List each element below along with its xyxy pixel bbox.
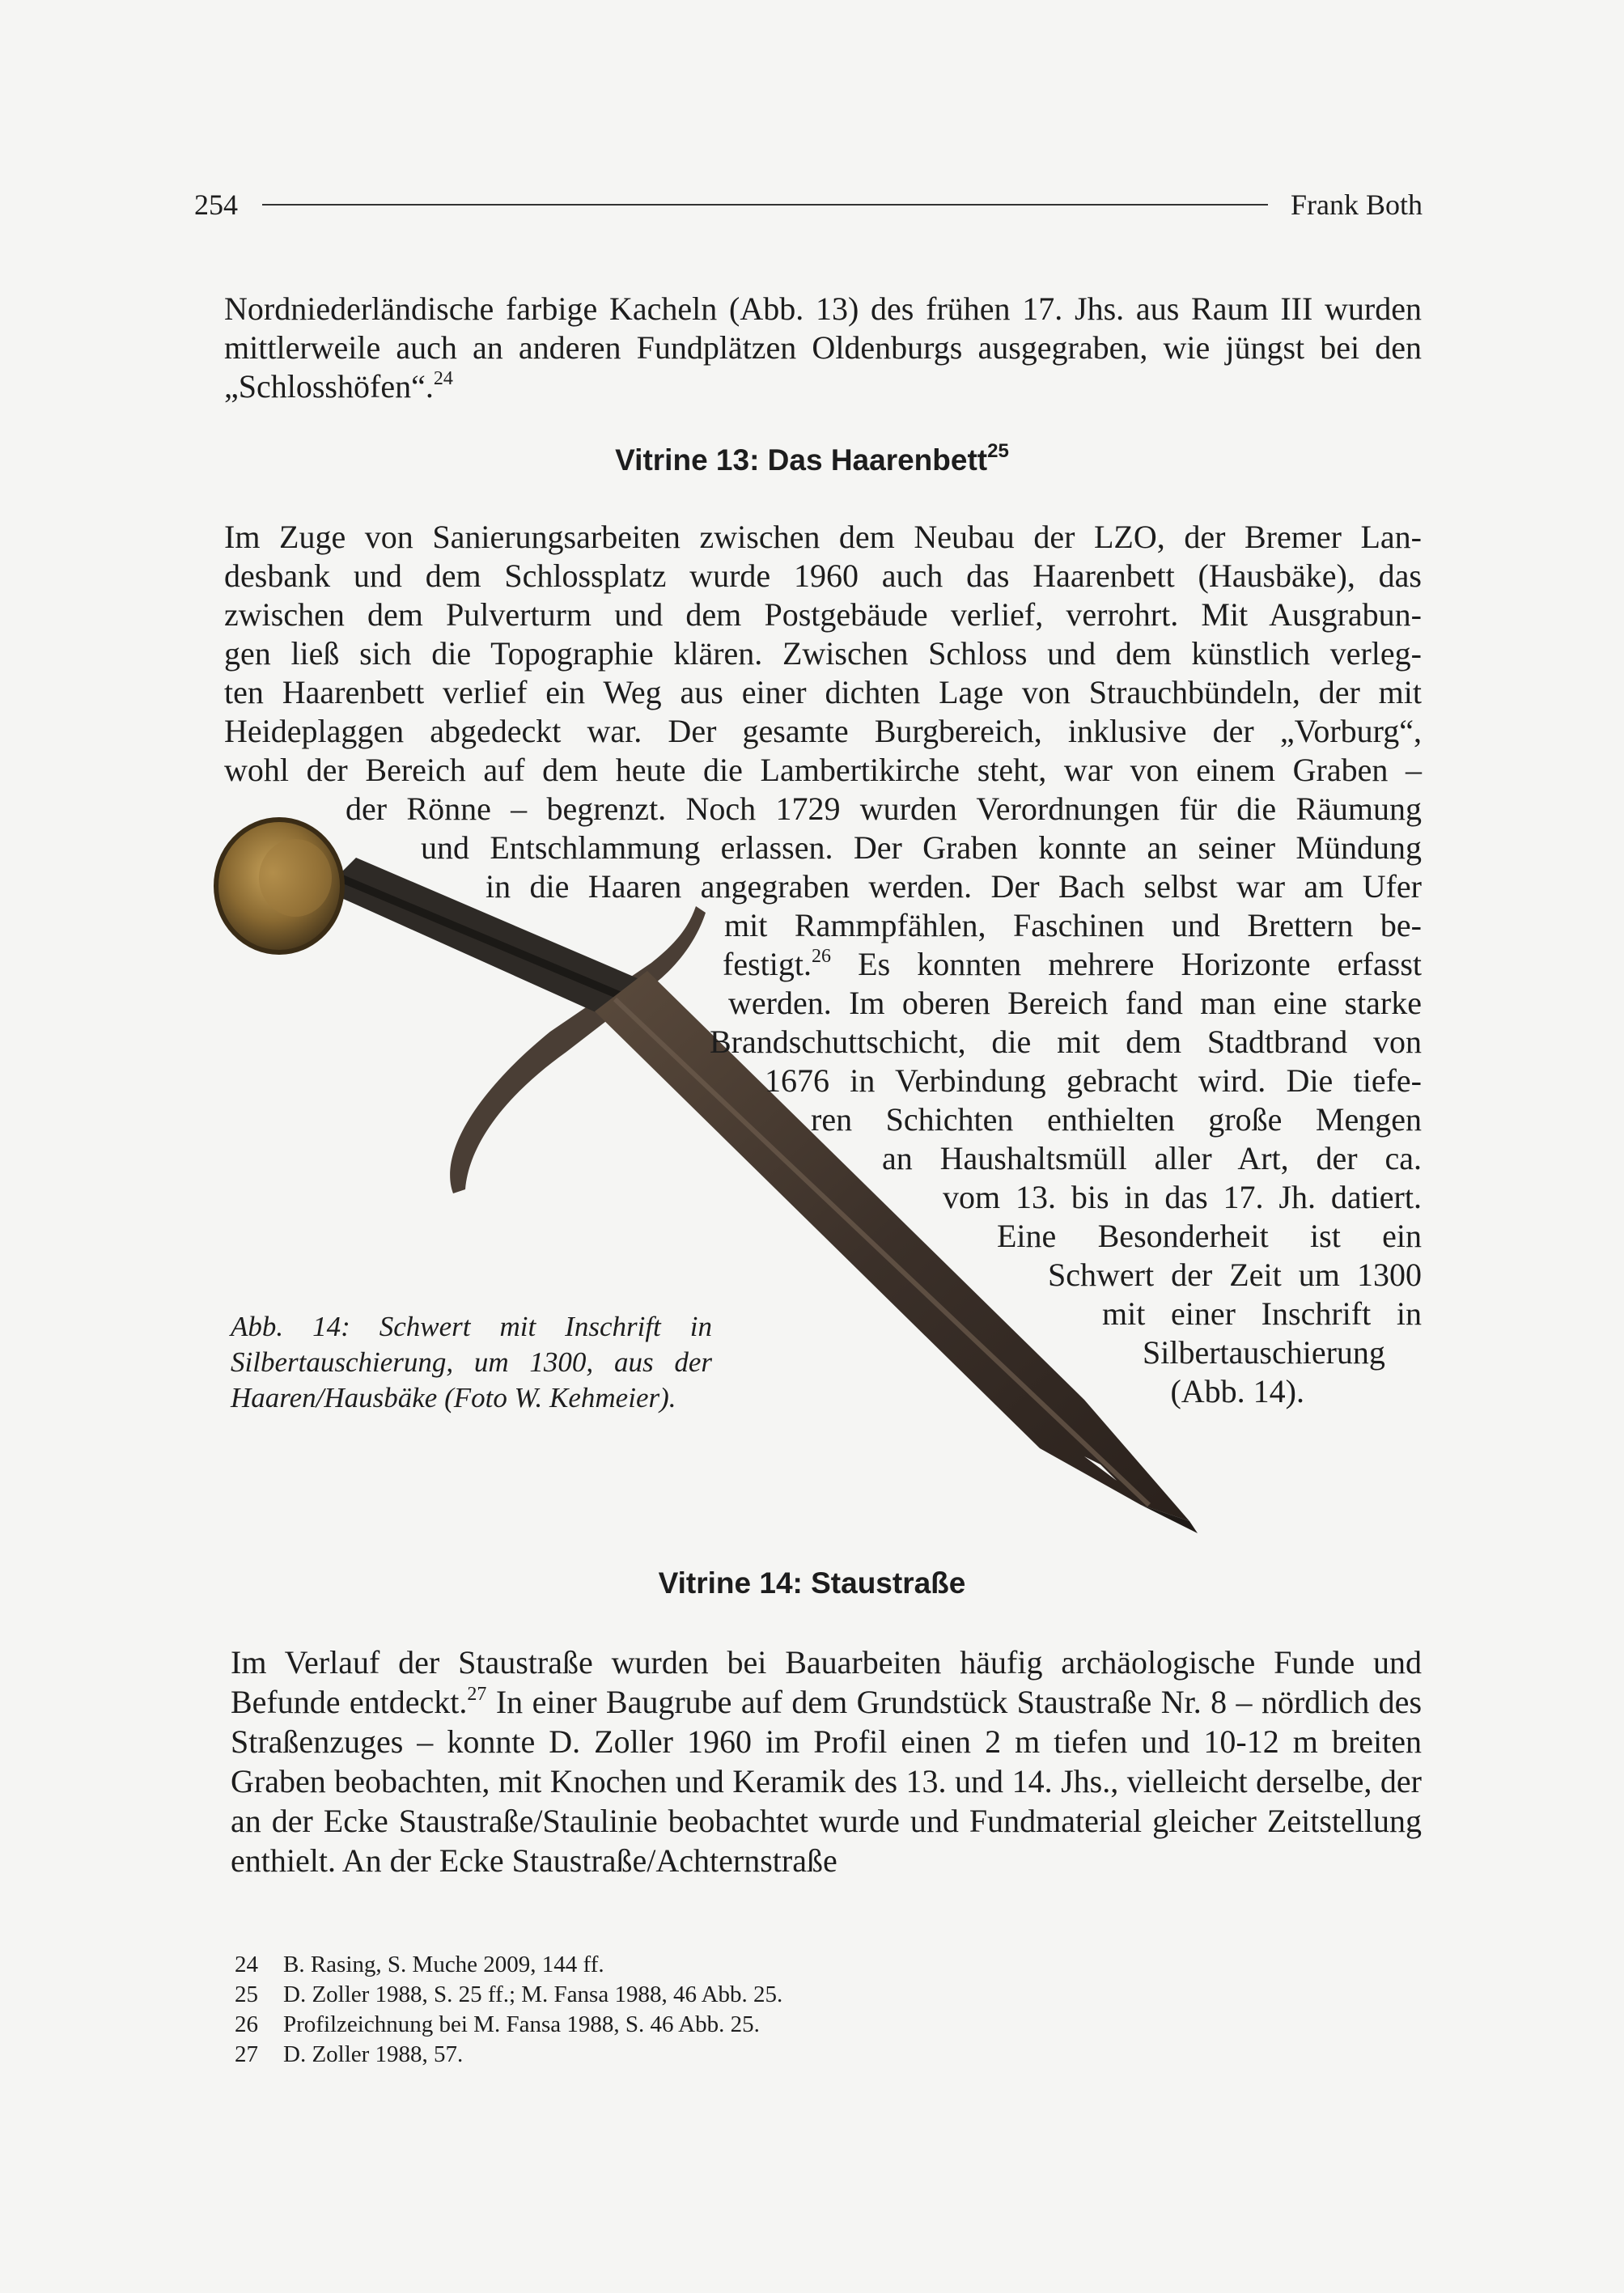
footnote-number: 25 bbox=[235, 1981, 258, 2007]
footnote-ref: 25 bbox=[987, 440, 1009, 462]
paragraph-line: zwischen dem Pulverturm und dem Postgebäude verlief, verrohrt. Mit Ausgrabun- bbox=[224, 596, 1422, 633]
footnote-ref: 24 bbox=[433, 368, 453, 389]
paragraph-line: ren Schichten enthielten große Mengen bbox=[811, 1101, 1422, 1138]
paragraph-line: der Rönne – begrenzt. Noch 1729 wurden Verordnungen für die Räumung bbox=[346, 790, 1422, 827]
paragraph-line: Brandschuttschicht, die mit dem Stadtbrand von bbox=[710, 1024, 1422, 1060]
footnote bbox=[235, 2040, 782, 2070]
footnotes bbox=[235, 1950, 782, 2070]
paragraph-line: festigt.$^{26}$ Es konnten mehrere Horizonte erfasst bbox=[723, 946, 1422, 982]
section-14-paragraph bbox=[231, 1642, 1422, 1880]
footnote-text: B. Rasing, S. Muche 2009, 144 ff. bbox=[283, 1952, 604, 1977]
footnote bbox=[235, 2010, 782, 2040]
paragraph-line: und Entschlammung erlassen. Der Graben konnte an seiner Mündung bbox=[421, 829, 1422, 866]
footnote bbox=[235, 1980, 782, 2010]
paragraph-line: mit einer Inschrift in bbox=[1102, 1295, 1422, 1332]
paragraph-line: vom 13. bis in das 17. Jh. datiert. bbox=[943, 1179, 1422, 1215]
paragraph-line: ten Haarenbett verlief ein Weg aus einer dichten Lage von Strauchbündeln, der mit bbox=[224, 674, 1422, 710]
footnote-number: 26 bbox=[235, 2011, 258, 2037]
paragraph-line: werden. Im oberen Bereich fand man eine starke bbox=[728, 985, 1422, 1021]
paragraph-line: desbank und dem Schlossplatz wurde 1960 auch das Haarenbett (Hausbäke), das bbox=[224, 557, 1422, 594]
running-author: Frank Both bbox=[1290, 189, 1423, 221]
paragraph-line: wohl der Bereich auf dem heute die Lambertikirche steht, war von einem Graben – bbox=[224, 752, 1422, 788]
footnote bbox=[235, 1950, 782, 1980]
paragraph-line: (Abb. 14). bbox=[1170, 1373, 1304, 1409]
paragraph-text: Im Verlauf der Staustraße wurden bei Bauarbeiten häufig archäologische Funde und Befunde entdeckt. bbox=[231, 1644, 1422, 1720]
paragraph-line: Im Zuge von Sanierungsarbeiten zwischen dem Neubau der LZO, der Bremer Lan- bbox=[224, 519, 1422, 555]
paragraph-line: Heideplaggen abgedeckt war. Der gesamte Burgbereich, inklusive der „Vorburg“, bbox=[224, 713, 1422, 749]
footnote-number: 27 bbox=[235, 2041, 258, 2067]
paragraph-line: mit Rammpfählen, Faschinen und Brettern be- bbox=[724, 907, 1422, 943]
footnote-text: Profilzeichnung bei M. Fansa 1988, S. 46 Abb. 25. bbox=[283, 2011, 760, 2037]
heading-text: Vitrine 13: Das Haarenbett bbox=[615, 443, 988, 477]
section-heading-vitrine-14: Vitrine 14: Staustraße bbox=[658, 1566, 966, 1600]
paragraph-line: Silbertauschierung bbox=[1143, 1334, 1385, 1371]
figure-caption: Abb. 14: Schwert mit Inschrift in Silbertauschierung, um 1300, aus der Haaren/Hausbäke (Foto W. Kehmeier). bbox=[231, 1311, 712, 1414]
paragraph-line: 1676 in Verbindung gebracht wird. Die tiefe- bbox=[765, 1062, 1422, 1099]
paragraph-text: In einer Baugrube auf dem Grundstück Staustraße Nr. 8 – nördlich des Straßenzuges – konnte D. Zoller 1960 im Profil einen 2 m tiefen und 10-12 m breiten Graben beobachten, mit Knochen und Keramik des 13. und 14. Jhs., vielleicht derselbe, der an der Ecke Staustraße/Staulinie beobachtet wurde und Fundmaterial gleicher Zeitstellung enthielt. An der Ecke Staustraße/Achternstraße bbox=[231, 1684, 1423, 1879]
page-number: 254 bbox=[194, 189, 238, 221]
footnote-text: D. Zoller 1988, S. 25 ff.; M. Fansa 1988, 46 Abb. 25. bbox=[283, 1981, 783, 2007]
footnote-ref: 26 bbox=[811, 946, 831, 967]
paragraph-line: Schwert der Zeit um 1300 bbox=[1048, 1257, 1422, 1293]
paragraph-line: an Haushaltsmüll aller Art, der ca. bbox=[882, 1140, 1422, 1176]
intro-text: Nordniederländische farbige Kacheln (Abb. 13) des frühen 17. Jhs. aus Raum III wurden mittlerweile auch an anderen Fundplätzen Oldenburgs ausgegraben, wie jüngst bei den „Schlosshöfen“. bbox=[224, 290, 1422, 405]
paragraph-line: in die Haaren angegraben werden. Der Bach selbst war am Ufer bbox=[486, 868, 1422, 905]
paragraph-line: Eine Besonderheit ist ein bbox=[997, 1218, 1422, 1254]
footnote-number: 24 bbox=[235, 1952, 258, 1977]
footnote-text: D. Zoller 1988, 57. bbox=[283, 2041, 464, 2067]
footnote-ref: 27 bbox=[467, 1684, 487, 1705]
paragraph-line: gen ließ sich die Topographie klären. Zwischen Schloss und dem künstlich verleg- bbox=[224, 635, 1422, 672]
